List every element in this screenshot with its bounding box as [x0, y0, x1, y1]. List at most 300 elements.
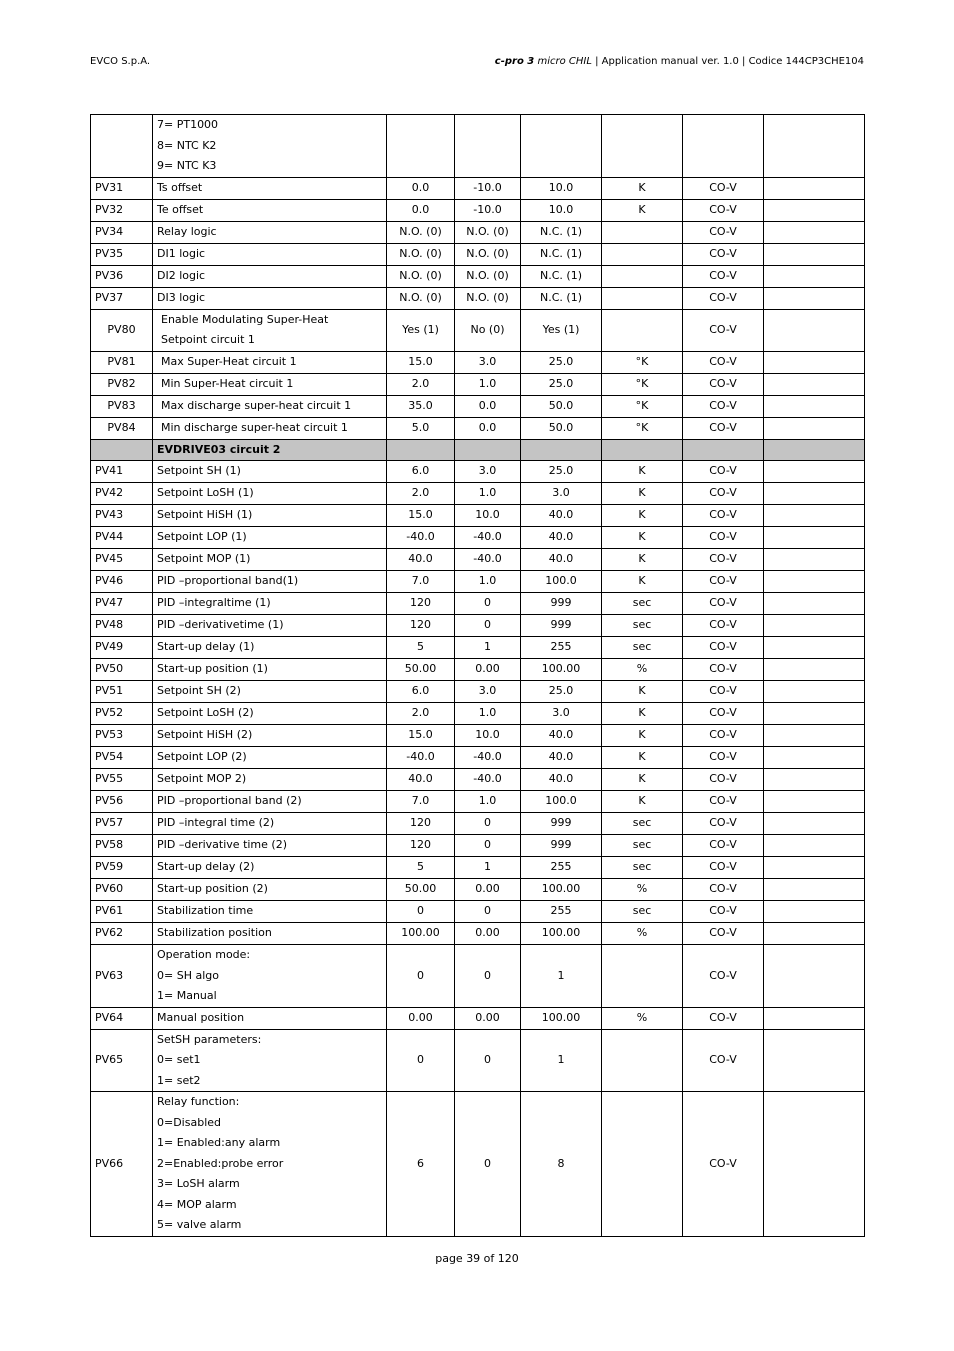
param-max-cell: 10.0 — [521, 177, 602, 199]
param-min-cell: 0 — [455, 1029, 521, 1092]
param-max-cell — [521, 439, 602, 461]
param-min-cell: 3.0 — [455, 461, 521, 483]
table-row — [91, 527, 865, 549]
param-min-cell: 1.0 — [455, 483, 521, 505]
table-row — [91, 417, 865, 439]
param-unit-cell: sec — [602, 813, 683, 835]
table-row — [91, 309, 865, 351]
table-row — [91, 199, 865, 221]
param-visibility-cell: CO-V — [683, 1092, 764, 1237]
param-visibility-cell: CO-V — [683, 681, 764, 703]
param-default-cell: 0.00 — [387, 1007, 455, 1029]
param-default-cell: N.O. (0) — [387, 221, 455, 243]
param-code-cell: PV51 — [91, 681, 153, 703]
table-row — [91, 461, 865, 483]
table-row — [91, 483, 865, 505]
param-unit-cell: K — [602, 571, 683, 593]
table-row — [91, 879, 865, 901]
param-description-cell — [153, 351, 387, 373]
table-row — [91, 243, 865, 265]
param-min-cell: 1 — [455, 857, 521, 879]
param-notes-cell — [764, 527, 865, 549]
param-code-cell: PV42 — [91, 483, 153, 505]
param-default-cell: 6 — [387, 1092, 455, 1237]
param-default-cell: 5.0 — [387, 417, 455, 439]
table-row — [91, 373, 865, 395]
param-notes-cell — [764, 725, 865, 747]
param-default-cell: 40.0 — [387, 549, 455, 571]
param-code-cell: PV46 — [91, 571, 153, 593]
param-min-cell: 1.0 — [455, 571, 521, 593]
param-code-cell: PV36 — [91, 265, 153, 287]
param-unit-cell: sec — [602, 901, 683, 923]
param-unit-cell: °K — [602, 417, 683, 439]
param-code-cell: PV58 — [91, 835, 153, 857]
param-unit-cell: K — [602, 483, 683, 505]
param-unit-cell: K — [602, 703, 683, 725]
table-row — [91, 901, 865, 923]
param-default-cell: Yes (1) — [387, 309, 455, 351]
param-visibility-cell: CO-V — [683, 395, 764, 417]
param-min-cell: 0.00 — [455, 1007, 521, 1029]
param-default-cell: 2.0 — [387, 483, 455, 505]
param-description-cell — [153, 549, 387, 571]
param-description-cell — [153, 571, 387, 593]
param-code-cell: PV48 — [91, 615, 153, 637]
param-max-cell: 40.0 — [521, 527, 602, 549]
param-min-cell: 0.0 — [455, 417, 521, 439]
param-code-cell: PV59 — [91, 857, 153, 879]
param-description-cell — [153, 199, 387, 221]
header-product-italic: micro CHIL — [537, 56, 592, 67]
param-default-cell: 0.0 — [387, 199, 455, 221]
param-min-cell: N.O. (0) — [455, 243, 521, 265]
param-visibility-cell: CO-V — [683, 417, 764, 439]
param-max-cell: Yes (1) — [521, 309, 602, 351]
param-default-cell: 35.0 — [387, 395, 455, 417]
param-description-cell — [153, 747, 387, 769]
param-max-cell: 40.0 — [521, 769, 602, 791]
param-code-cell: PV64 — [91, 1007, 153, 1029]
param-description-cell — [153, 725, 387, 747]
param-max-cell: 100.00 — [521, 879, 602, 901]
param-unit-cell — [602, 243, 683, 265]
description-line: Setpoint LoSH (2) — [157, 706, 254, 720]
param-visibility-cell — [683, 439, 764, 461]
table-row — [91, 725, 865, 747]
param-default-cell: 0.0 — [387, 177, 455, 199]
param-default-cell: 7.0 — [387, 791, 455, 813]
description-line: Setpoint LOP (1) — [157, 530, 247, 544]
table-row — [91, 703, 865, 725]
description-line: Stabilization time — [157, 904, 254, 918]
param-visibility-cell: CO-V — [683, 637, 764, 659]
param-notes-cell — [764, 483, 865, 505]
param-max-cell: 25.0 — [521, 461, 602, 483]
param-min-cell: -40.0 — [455, 527, 521, 549]
param-visibility-cell: CO-V — [683, 923, 764, 945]
param-description-cell — [153, 221, 387, 243]
param-description-cell — [153, 115, 387, 178]
param-visibility-cell: CO-V — [683, 1029, 764, 1092]
table-row — [91, 221, 865, 243]
param-code-cell: PV55 — [91, 769, 153, 791]
description-line: Setpoint HiSH (1) — [157, 508, 253, 522]
param-notes-cell — [764, 791, 865, 813]
param-code-cell: PV49 — [91, 637, 153, 659]
description-line: Stabilization position — [157, 926, 272, 940]
param-max-cell: N.C. (1) — [521, 287, 602, 309]
param-max-cell: 100.0 — [521, 571, 602, 593]
param-default-cell: 0 — [387, 1029, 455, 1092]
param-default-cell: N.O. (0) — [387, 265, 455, 287]
param-unit-cell: °K — [602, 373, 683, 395]
param-code-cell: PV62 — [91, 923, 153, 945]
description-line: 0=Disabled — [157, 1115, 222, 1129]
description-line: Setpoint MOP 2) — [157, 772, 247, 786]
table-row — [91, 835, 865, 857]
description-line: Te offset — [157, 202, 204, 216]
param-max-cell: 100.00 — [521, 1007, 602, 1029]
param-notes-cell — [764, 593, 865, 615]
table-row — [91, 813, 865, 835]
param-description-cell — [153, 243, 387, 265]
param-description-cell — [153, 395, 387, 417]
param-default-cell: 120 — [387, 835, 455, 857]
table-row — [91, 1029, 865, 1092]
description-line: PID –derivative time (2) — [157, 838, 287, 852]
param-description-cell — [153, 945, 387, 1008]
param-description-cell — [153, 681, 387, 703]
param-min-cell: N.O. (0) — [455, 287, 521, 309]
param-unit-cell: K — [602, 747, 683, 769]
param-max-cell: 8 — [521, 1092, 602, 1237]
description-line: EVDRIVE03 circuit 2 — [157, 442, 281, 456]
description-line: Start-up delay (1) — [157, 640, 255, 654]
param-visibility-cell: CO-V — [683, 901, 764, 923]
table-row — [91, 571, 865, 593]
description-line: Start-up position (2) — [157, 882, 268, 896]
param-min-cell: 0 — [455, 593, 521, 615]
param-max-cell: 255 — [521, 637, 602, 659]
param-unit-cell — [602, 945, 683, 1008]
description-line: PID –integraltime (1) — [157, 596, 271, 610]
param-default-cell: 40.0 — [387, 769, 455, 791]
param-visibility-cell: CO-V — [683, 659, 764, 681]
param-min-cell: 10.0 — [455, 505, 521, 527]
param-notes-cell — [764, 309, 865, 351]
param-min-cell: N.O. (0) — [455, 221, 521, 243]
param-default-cell: 15.0 — [387, 351, 455, 373]
param-notes-cell — [764, 747, 865, 769]
param-visibility-cell: CO-V — [683, 813, 764, 835]
description-line: Min discharge super-heat circuit 1 — [161, 420, 348, 434]
description-line: Relay logic — [157, 224, 217, 238]
param-code-cell: PV54 — [91, 747, 153, 769]
table-row — [91, 637, 865, 659]
param-max-cell: 25.0 — [521, 373, 602, 395]
param-notes-cell — [764, 835, 865, 857]
header-manual-info — [495, 56, 864, 67]
description-line: 1= set2 — [157, 1073, 201, 1087]
param-notes-cell — [764, 461, 865, 483]
param-unit-cell: sec — [602, 615, 683, 637]
param-min-cell: 10.0 — [455, 725, 521, 747]
param-code-cell: PV60 — [91, 879, 153, 901]
param-max-cell: 25.0 — [521, 681, 602, 703]
param-min-cell: 0.00 — [455, 879, 521, 901]
param-max-cell: 100.0 — [521, 791, 602, 813]
description-line: 7= PT1000 — [157, 118, 219, 131]
description-line: 5= valve alarm — [157, 1218, 242, 1231]
param-unit-cell: K — [602, 505, 683, 527]
param-notes-cell — [764, 659, 865, 681]
param-description-cell — [153, 637, 387, 659]
description-line: Manual position — [157, 1010, 245, 1024]
param-notes-cell — [764, 637, 865, 659]
param-max-cell: 1 — [521, 945, 602, 1008]
param-max-cell: 3.0 — [521, 483, 602, 505]
param-visibility-cell: CO-V — [683, 505, 764, 527]
description-line: Ts offset — [157, 180, 203, 194]
param-max-cell: 999 — [521, 835, 602, 857]
param-description-cell — [153, 923, 387, 945]
param-min-cell: -40.0 — [455, 747, 521, 769]
param-description-cell — [153, 615, 387, 637]
table-row — [91, 923, 865, 945]
param-description-cell — [153, 791, 387, 813]
description-line: 4= MOP alarm — [157, 1197, 237, 1211]
description-line: DI1 logic — [157, 246, 206, 260]
param-min-cell: -40.0 — [455, 769, 521, 791]
param-unit-cell: sec — [602, 857, 683, 879]
param-max-cell: 10.0 — [521, 199, 602, 221]
description-line: Setpoint LoSH (1) — [157, 486, 254, 500]
description-line: 9= NTC K3 — [157, 159, 217, 172]
param-default-cell: 50.00 — [387, 659, 455, 681]
param-min-cell: 1.0 — [455, 791, 521, 813]
description-line: Enable Modulating Super-Heat — [161, 312, 329, 326]
param-visibility-cell: CO-V — [683, 243, 764, 265]
param-description-cell — [153, 1092, 387, 1237]
description-line: Start-up delay (2) — [157, 860, 255, 874]
param-max-cell: 100.00 — [521, 923, 602, 945]
param-description-cell — [153, 1029, 387, 1092]
param-min-cell: No (0) — [455, 309, 521, 351]
param-code-cell — [91, 439, 153, 461]
param-max-cell: 100.00 — [521, 659, 602, 681]
description-line: 1= Enabled:any alarm — [157, 1136, 281, 1149]
param-notes-cell — [764, 703, 865, 725]
description-line: Setpoint SH (1) — [157, 464, 241, 478]
description-line: Max Super-Heat circuit 1 — [161, 354, 297, 368]
param-min-cell: 0 — [455, 615, 521, 637]
param-code-cell: PV35 — [91, 243, 153, 265]
param-code-cell: PV44 — [91, 527, 153, 549]
table-row — [91, 1092, 865, 1237]
param-default-cell: N.O. (0) — [387, 287, 455, 309]
param-code-cell: PV57 — [91, 813, 153, 835]
param-code-cell: PV83 — [91, 395, 153, 417]
param-unit-cell: K — [602, 681, 683, 703]
param-code-cell: PV61 — [91, 901, 153, 923]
param-description-cell — [153, 901, 387, 923]
param-max-cell: 25.0 — [521, 351, 602, 373]
param-default-cell — [387, 115, 455, 178]
param-notes-cell — [764, 549, 865, 571]
table-row — [91, 115, 865, 178]
param-max-cell: 40.0 — [521, 505, 602, 527]
param-notes-cell — [764, 199, 865, 221]
header-manual-rest: | Application manual ver. 1.0 | Codice 144CP3CHE104 — [595, 56, 864, 67]
param-code-cell: PV37 — [91, 287, 153, 309]
description-line: 3= LoSH alarm — [157, 1177, 240, 1190]
param-unit-cell — [602, 1092, 683, 1237]
param-min-cell: 0.00 — [455, 659, 521, 681]
param-default-cell: 120 — [387, 813, 455, 835]
param-visibility-cell: CO-V — [683, 527, 764, 549]
param-unit-cell: K — [602, 725, 683, 747]
param-notes-cell — [764, 221, 865, 243]
param-code-cell: PV50 — [91, 659, 153, 681]
param-default-cell: -40.0 — [387, 747, 455, 769]
param-min-cell: 3.0 — [455, 351, 521, 373]
param-visibility-cell: CO-V — [683, 769, 764, 791]
param-unit-cell: sec — [602, 637, 683, 659]
param-description-cell — [153, 417, 387, 439]
param-unit-cell — [602, 287, 683, 309]
param-max-cell: 999 — [521, 813, 602, 835]
description-line: Min Super-Heat circuit 1 — [161, 376, 294, 390]
description-line: DI3 logic — [157, 290, 206, 304]
param-unit-cell: K — [602, 527, 683, 549]
table-row — [91, 505, 865, 527]
param-notes-cell — [764, 373, 865, 395]
param-unit-cell: K — [602, 177, 683, 199]
description-line: Start-up position (1) — [157, 662, 268, 676]
param-unit-cell: K — [602, 199, 683, 221]
param-notes-cell — [764, 243, 865, 265]
description-line: SetSH parameters: — [157, 1032, 262, 1046]
param-default-cell: 5 — [387, 637, 455, 659]
param-min-cell: 0 — [455, 945, 521, 1008]
param-unit-cell — [602, 265, 683, 287]
description-line: 1= Manual — [157, 989, 217, 1002]
param-notes-cell — [764, 417, 865, 439]
param-min-cell — [455, 439, 521, 461]
table-row — [91, 1007, 865, 1029]
description-line: 0= set1 — [157, 1053, 201, 1066]
param-default-cell: 0 — [387, 945, 455, 1008]
param-description-cell — [153, 813, 387, 835]
param-min-cell: 0.00 — [455, 923, 521, 945]
param-code-cell: PV34 — [91, 221, 153, 243]
param-description-cell — [153, 177, 387, 199]
param-min-cell: -10.0 — [455, 177, 521, 199]
table-row — [91, 395, 865, 417]
param-visibility-cell: CO-V — [683, 945, 764, 1008]
param-max-cell: N.C. (1) — [521, 221, 602, 243]
table-row — [91, 857, 865, 879]
param-notes-cell — [764, 1007, 865, 1029]
param-unit-cell — [602, 221, 683, 243]
description-line: Max discharge super-heat circuit 1 — [161, 398, 352, 412]
param-unit-cell: °K — [602, 351, 683, 373]
param-code-cell: PV66 — [91, 1092, 153, 1237]
param-notes-cell — [764, 857, 865, 879]
param-default-cell: 120 — [387, 615, 455, 637]
param-max-cell: N.C. (1) — [521, 265, 602, 287]
param-visibility-cell: CO-V — [683, 571, 764, 593]
param-visibility-cell: CO-V — [683, 747, 764, 769]
table-row — [91, 177, 865, 199]
param-notes-cell — [764, 439, 865, 461]
param-default-cell: 15.0 — [387, 725, 455, 747]
param-visibility-cell: CO-V — [683, 791, 764, 813]
table-row — [91, 791, 865, 813]
param-visibility-cell: CO-V — [683, 373, 764, 395]
param-default-cell: 2.0 — [387, 373, 455, 395]
param-default-cell: 5 — [387, 857, 455, 879]
param-min-cell: -40.0 — [455, 549, 521, 571]
table-row — [91, 769, 865, 791]
param-code-cell: PV82 — [91, 373, 153, 395]
description-line: 8= NTC K2 — [157, 138, 217, 152]
param-visibility-cell: CO-V — [683, 615, 764, 637]
param-code-cell: PV32 — [91, 199, 153, 221]
param-min-cell: -10.0 — [455, 199, 521, 221]
param-code-cell: PV65 — [91, 1029, 153, 1092]
description-line: DI2 logic — [157, 268, 206, 282]
param-description-cell — [153, 879, 387, 901]
param-unit-cell: K — [602, 791, 683, 813]
param-visibility-cell: CO-V — [683, 309, 764, 351]
param-max-cell: 999 — [521, 593, 602, 615]
param-unit-cell: % — [602, 879, 683, 901]
param-notes-cell — [764, 115, 865, 178]
param-max-cell: 40.0 — [521, 725, 602, 747]
param-min-cell: 3.0 — [455, 681, 521, 703]
param-code-cell: PV53 — [91, 725, 153, 747]
param-min-cell: 1.0 — [455, 373, 521, 395]
description-line: PID –derivativetime (1) — [157, 618, 284, 632]
param-visibility-cell: CO-V — [683, 287, 764, 309]
param-description-cell — [153, 593, 387, 615]
param-default-cell: 0 — [387, 901, 455, 923]
param-notes-cell — [764, 265, 865, 287]
param-visibility-cell: CO-V — [683, 703, 764, 725]
param-default-cell: 15.0 — [387, 505, 455, 527]
param-unit-cell — [602, 309, 683, 351]
param-visibility-cell: CO-V — [683, 879, 764, 901]
param-code-cell: PV52 — [91, 703, 153, 725]
param-code-cell: PV84 — [91, 417, 153, 439]
param-unit-cell: K — [602, 549, 683, 571]
param-description-cell — [153, 835, 387, 857]
param-notes-cell — [764, 351, 865, 373]
param-unit-cell: % — [602, 1007, 683, 1029]
param-default-cell: 120 — [387, 593, 455, 615]
param-max-cell: 40.0 — [521, 549, 602, 571]
param-notes-cell — [764, 769, 865, 791]
param-visibility-cell: CO-V — [683, 857, 764, 879]
table-row — [91, 681, 865, 703]
param-notes-cell — [764, 681, 865, 703]
description-line: PID –proportional band (2) — [157, 794, 302, 808]
param-visibility-cell: CO-V — [683, 265, 764, 287]
param-min-cell: 0 — [455, 1092, 521, 1237]
param-visibility-cell: CO-V — [683, 177, 764, 199]
